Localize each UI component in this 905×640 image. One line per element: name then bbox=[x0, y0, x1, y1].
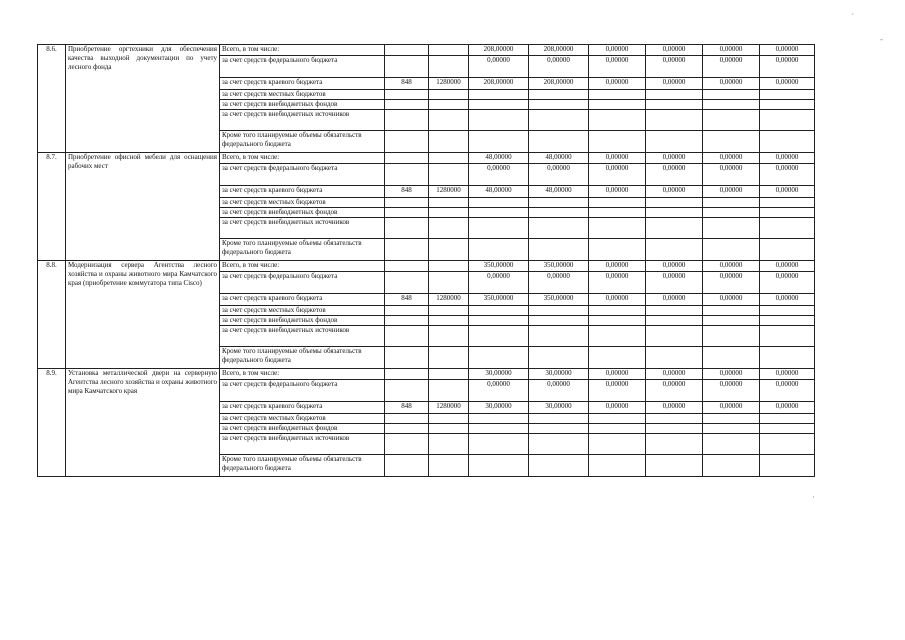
amount-cell: 0,00000 bbox=[703, 272, 760, 294]
amount-cell: 0,00000 bbox=[469, 164, 529, 186]
funding-source-label: за счет средств внебюджетных фондов bbox=[220, 208, 385, 218]
scan-mark: ´ bbox=[851, 12, 854, 22]
amount-cell bbox=[646, 455, 703, 477]
amount-cell bbox=[703, 198, 760, 208]
amount-cell bbox=[529, 455, 589, 477]
grbs-code: 848 bbox=[385, 186, 429, 198]
kbk-code bbox=[429, 208, 469, 218]
kbk-code: 1280000 bbox=[429, 186, 469, 198]
funding-source-label: за счет средств внебюджетных источников bbox=[220, 218, 385, 239]
grbs-code bbox=[385, 380, 429, 402]
grbs-code bbox=[385, 347, 429, 369]
amount-cell: 0,00000 bbox=[589, 294, 646, 306]
amount-cell: 30,00000 bbox=[529, 402, 589, 414]
funding-source-label: Всего, в том числе: bbox=[220, 261, 385, 272]
kbk-code bbox=[429, 434, 469, 455]
measure-number: 8.8. bbox=[38, 261, 66, 369]
amount-cell bbox=[529, 131, 589, 153]
scan-mark: - bbox=[880, 34, 883, 44]
kbk-code bbox=[429, 380, 469, 402]
amount-cell bbox=[646, 131, 703, 153]
amount-cell bbox=[646, 414, 703, 424]
grbs-code bbox=[385, 239, 429, 261]
amount-cell: 0,00000 bbox=[760, 56, 815, 78]
amount-cell: 30,00000 bbox=[469, 369, 529, 380]
grbs-code bbox=[385, 434, 429, 455]
amount-cell: 0,00000 bbox=[589, 380, 646, 402]
grbs-code bbox=[385, 198, 429, 208]
amount-cell: 0,00000 bbox=[646, 402, 703, 414]
amount-cell bbox=[529, 218, 589, 239]
amount-cell: 0,00000 bbox=[703, 294, 760, 306]
budget-table-body bbox=[38, 45, 815, 477]
amount-cell: 0,00000 bbox=[646, 294, 703, 306]
amount-cell bbox=[469, 455, 529, 477]
amount-cell: 0,00000 bbox=[703, 380, 760, 402]
amount-cell: 0,00000 bbox=[589, 56, 646, 78]
amount-cell bbox=[589, 347, 646, 369]
amount-cell bbox=[589, 110, 646, 131]
funding-source-label: за счет средств внебюджетных источников bbox=[220, 110, 385, 131]
amount-cell bbox=[589, 131, 646, 153]
amount-cell: 0,00000 bbox=[760, 402, 815, 414]
funding-source-label: Кроме того планируемые объемы обязательств федерального бюджета bbox=[220, 131, 385, 153]
amount-cell bbox=[469, 110, 529, 131]
amount-cell: 0,00000 bbox=[703, 45, 760, 56]
amount-cell: 30,00000 bbox=[469, 402, 529, 414]
amount-cell: 48,00000 bbox=[469, 153, 529, 164]
amount-cell: 48,00000 bbox=[469, 186, 529, 198]
funding-source-label: Кроме того планируемые объемы обязательств федерального бюджета bbox=[220, 239, 385, 261]
grbs-code bbox=[385, 414, 429, 424]
amount-cell: 0,00000 bbox=[760, 78, 815, 90]
table-row bbox=[38, 153, 815, 164]
amount-cell: 0,00000 bbox=[589, 186, 646, 198]
grbs-code bbox=[385, 424, 429, 434]
amount-cell: 0,00000 bbox=[703, 402, 760, 414]
amount-cell: 48,00000 bbox=[529, 153, 589, 164]
grbs-code bbox=[385, 164, 429, 186]
grbs-code bbox=[385, 326, 429, 347]
amount-cell: 0,00000 bbox=[589, 272, 646, 294]
amount-cell bbox=[529, 326, 589, 347]
funding-source-label: за счет средств внебюджетных источников bbox=[220, 326, 385, 347]
amount-cell: 0,00000 bbox=[529, 380, 589, 402]
amount-cell bbox=[760, 208, 815, 218]
kbk-code bbox=[429, 56, 469, 78]
amount-cell: 0,00000 bbox=[646, 56, 703, 78]
amount-cell bbox=[529, 110, 589, 131]
amount-cell bbox=[760, 326, 815, 347]
funding-source-label: за счет средств федерального бюджета bbox=[220, 380, 385, 402]
funding-source-label: за счет средств внебюджетных фондов bbox=[220, 316, 385, 326]
grbs-code bbox=[385, 306, 429, 316]
amount-cell bbox=[760, 434, 815, 455]
amount-cell: 0,00000 bbox=[760, 186, 815, 198]
kbk-code: 1280000 bbox=[429, 78, 469, 90]
amount-cell bbox=[469, 347, 529, 369]
funding-source-label: Всего, в том числе: bbox=[220, 153, 385, 164]
amount-cell bbox=[646, 347, 703, 369]
grbs-code bbox=[385, 208, 429, 218]
amount-cell bbox=[589, 434, 646, 455]
measure-number: 8.9. bbox=[38, 369, 66, 477]
measure-title: Приобретение офисной мебели для оснащения рабочих мест bbox=[66, 153, 220, 261]
kbk-code bbox=[429, 347, 469, 369]
amount-cell: 0,00000 bbox=[760, 45, 815, 56]
amount-cell: 0,00000 bbox=[646, 45, 703, 56]
kbk-code: 1280000 bbox=[429, 294, 469, 306]
amount-cell bbox=[529, 100, 589, 110]
grbs-code: 848 bbox=[385, 294, 429, 306]
amount-cell bbox=[703, 326, 760, 347]
kbk-code bbox=[429, 272, 469, 294]
scan-mark: · bbox=[812, 492, 815, 502]
amount-cell bbox=[703, 131, 760, 153]
amount-cell: 0,00000 bbox=[703, 153, 760, 164]
grbs-code bbox=[385, 90, 429, 100]
amount-cell: 0,00000 bbox=[646, 369, 703, 380]
grbs-code bbox=[385, 45, 429, 56]
funding-source-label: за счет средств краевого бюджета bbox=[220, 78, 385, 90]
amount-cell bbox=[589, 424, 646, 434]
amount-cell: 208,00000 bbox=[469, 78, 529, 90]
funding-source-label: за счет средств местных бюджетов bbox=[220, 306, 385, 316]
amount-cell bbox=[760, 131, 815, 153]
amount-cell bbox=[589, 414, 646, 424]
funding-source-label: за счет средств местных бюджетов bbox=[220, 90, 385, 100]
funding-source-label: за счет средств федерального бюджета bbox=[220, 272, 385, 294]
kbk-code bbox=[429, 455, 469, 477]
amount-cell bbox=[703, 239, 760, 261]
amount-cell: 208,00000 bbox=[529, 45, 589, 56]
amount-cell bbox=[469, 414, 529, 424]
grbs-code bbox=[385, 261, 429, 272]
funding-source-label: за счет средств краевого бюджета bbox=[220, 294, 385, 306]
table-row bbox=[38, 369, 815, 380]
amount-cell: 0,00000 bbox=[589, 45, 646, 56]
measure-title: Модернизация сервера Агентства лесного хозяйства и охраны животного мира Камчатского края (приобретение коммутатора типа Cisco) bbox=[66, 261, 220, 369]
amount-cell bbox=[646, 218, 703, 239]
amount-cell: 0,00000 bbox=[589, 402, 646, 414]
kbk-code bbox=[429, 45, 469, 56]
amount-cell bbox=[529, 434, 589, 455]
amount-cell bbox=[469, 198, 529, 208]
amount-cell: 0,00000 bbox=[469, 56, 529, 78]
kbk-code bbox=[429, 316, 469, 326]
amount-cell bbox=[646, 434, 703, 455]
kbk-code bbox=[429, 424, 469, 434]
amount-cell bbox=[469, 424, 529, 434]
amount-cell bbox=[760, 306, 815, 316]
amount-cell bbox=[529, 198, 589, 208]
funding-source-label: за счет средств местных бюджетов bbox=[220, 414, 385, 424]
amount-cell: 0,00000 bbox=[760, 380, 815, 402]
budget-table bbox=[37, 44, 815, 477]
kbk-code bbox=[429, 414, 469, 424]
amount-cell: 0,00000 bbox=[760, 294, 815, 306]
amount-cell bbox=[529, 316, 589, 326]
amount-cell: 0,00000 bbox=[646, 153, 703, 164]
kbk-code bbox=[429, 218, 469, 239]
amount-cell bbox=[703, 434, 760, 455]
amount-cell: 30,00000 bbox=[529, 369, 589, 380]
amount-cell bbox=[589, 306, 646, 316]
amount-cell: 0,00000 bbox=[589, 78, 646, 90]
amount-cell bbox=[529, 424, 589, 434]
kbk-code bbox=[429, 131, 469, 153]
amount-cell bbox=[703, 100, 760, 110]
amount-cell bbox=[589, 316, 646, 326]
amount-cell bbox=[760, 239, 815, 261]
amount-cell bbox=[589, 455, 646, 477]
amount-cell bbox=[469, 239, 529, 261]
table-row bbox=[38, 45, 815, 56]
amount-cell: 48,00000 bbox=[529, 186, 589, 198]
amount-cell bbox=[703, 218, 760, 239]
amount-cell bbox=[646, 424, 703, 434]
amount-cell: 0,00000 bbox=[529, 164, 589, 186]
amount-cell bbox=[589, 208, 646, 218]
amount-cell bbox=[589, 239, 646, 261]
grbs-code bbox=[385, 131, 429, 153]
funding-source-label: за счет средств внебюджетных фондов bbox=[220, 424, 385, 434]
amount-cell: 0,00000 bbox=[529, 56, 589, 78]
kbk-code bbox=[429, 100, 469, 110]
grbs-code bbox=[385, 218, 429, 239]
amount-cell: 0,00000 bbox=[646, 78, 703, 90]
amount-cell bbox=[703, 414, 760, 424]
amount-cell: 0,00000 bbox=[703, 56, 760, 78]
amount-cell bbox=[529, 90, 589, 100]
amount-cell: 0,00000 bbox=[589, 153, 646, 164]
amount-cell bbox=[529, 208, 589, 218]
amount-cell bbox=[760, 316, 815, 326]
amount-cell bbox=[760, 110, 815, 131]
amount-cell: 0,00000 bbox=[703, 261, 760, 272]
amount-cell: 0,00000 bbox=[589, 261, 646, 272]
amount-cell: 0,00000 bbox=[646, 186, 703, 198]
funding-source-label: за счет средств внебюджетных фондов bbox=[220, 100, 385, 110]
kbk-code bbox=[429, 90, 469, 100]
amount-cell bbox=[646, 316, 703, 326]
grbs-code bbox=[385, 272, 429, 294]
amount-cell bbox=[529, 239, 589, 261]
amount-cell: 0,00000 bbox=[703, 78, 760, 90]
amount-cell bbox=[646, 239, 703, 261]
amount-cell: 0,00000 bbox=[760, 164, 815, 186]
amount-cell bbox=[760, 90, 815, 100]
grbs-code bbox=[385, 153, 429, 164]
amount-cell bbox=[469, 434, 529, 455]
amount-cell bbox=[469, 90, 529, 100]
measure-title: Приобретение оргтехники для обеспечения качества выходной документации по учету лесного фонда bbox=[66, 45, 220, 153]
funding-source-label: за счет средств краевого бюджета bbox=[220, 402, 385, 414]
amount-cell: 0,00000 bbox=[589, 164, 646, 186]
amount-cell bbox=[760, 424, 815, 434]
amount-cell: 208,00000 bbox=[469, 45, 529, 56]
amount-cell bbox=[646, 306, 703, 316]
amount-cell: 0,00000 bbox=[760, 261, 815, 272]
amount-cell bbox=[703, 347, 760, 369]
kbk-code bbox=[429, 164, 469, 186]
amount-cell: 0,00000 bbox=[646, 261, 703, 272]
amount-cell: 0,00000 bbox=[469, 272, 529, 294]
measure-title: Установка металлической двери на серверную Агентства лесного хозяйства и охраны животного мира Камчатского края bbox=[66, 369, 220, 477]
amount-cell: 208,00000 bbox=[529, 78, 589, 90]
amount-cell bbox=[529, 347, 589, 369]
amount-cell bbox=[646, 198, 703, 208]
amount-cell bbox=[760, 347, 815, 369]
grbs-code: 848 bbox=[385, 78, 429, 90]
amount-cell bbox=[760, 100, 815, 110]
kbk-code bbox=[429, 326, 469, 347]
amount-cell bbox=[760, 198, 815, 208]
amount-cell: 0,00000 bbox=[529, 272, 589, 294]
kbk-code bbox=[429, 153, 469, 164]
measure-number: 8.7. bbox=[38, 153, 66, 261]
funding-source-label: за счет средств федерального бюджета bbox=[220, 164, 385, 186]
funding-source-label: Всего, в том числе: bbox=[220, 45, 385, 56]
amount-cell bbox=[469, 306, 529, 316]
amount-cell bbox=[529, 306, 589, 316]
kbk-code bbox=[429, 239, 469, 261]
funding-source-label: за счет средств краевого бюджета bbox=[220, 186, 385, 198]
amount-cell bbox=[469, 208, 529, 218]
grbs-code bbox=[385, 455, 429, 477]
amount-cell bbox=[469, 131, 529, 153]
amount-cell: 0,00000 bbox=[469, 380, 529, 402]
amount-cell: 350,00000 bbox=[469, 261, 529, 272]
amount-cell bbox=[469, 100, 529, 110]
amount-cell: 350,00000 bbox=[529, 294, 589, 306]
amount-cell: 0,00000 bbox=[760, 153, 815, 164]
amount-cell bbox=[703, 90, 760, 100]
grbs-code bbox=[385, 110, 429, 131]
amount-cell bbox=[589, 90, 646, 100]
funding-source-label: Всего, в том числе: bbox=[220, 369, 385, 380]
amount-cell bbox=[703, 424, 760, 434]
amount-cell bbox=[760, 455, 815, 477]
amount-cell bbox=[646, 100, 703, 110]
table-row bbox=[38, 261, 815, 272]
kbk-code: 1280000 bbox=[429, 402, 469, 414]
amount-cell: 0,00000 bbox=[760, 272, 815, 294]
amount-cell bbox=[646, 208, 703, 218]
amount-cell bbox=[646, 326, 703, 347]
measure-number: 8.6. bbox=[38, 45, 66, 153]
amount-cell bbox=[469, 316, 529, 326]
kbk-code bbox=[429, 110, 469, 131]
amount-cell bbox=[529, 414, 589, 424]
grbs-code bbox=[385, 316, 429, 326]
funding-source-label: за счет средств федерального бюджета bbox=[220, 56, 385, 78]
amount-cell: 0,00000 bbox=[646, 272, 703, 294]
amount-cell: 0,00000 bbox=[760, 369, 815, 380]
funding-source-label: Кроме того планируемые объемы обязательств федерального бюджета bbox=[220, 347, 385, 369]
grbs-code bbox=[385, 100, 429, 110]
amount-cell bbox=[589, 100, 646, 110]
amount-cell: 0,00000 bbox=[646, 380, 703, 402]
amount-cell bbox=[760, 414, 815, 424]
amount-cell bbox=[646, 110, 703, 131]
amount-cell: 0,00000 bbox=[703, 369, 760, 380]
grbs-code: 848 bbox=[385, 402, 429, 414]
grbs-code bbox=[385, 369, 429, 380]
kbk-code bbox=[429, 261, 469, 272]
kbk-code bbox=[429, 198, 469, 208]
amount-cell: 0,00000 bbox=[703, 164, 760, 186]
kbk-code bbox=[429, 306, 469, 316]
amount-cell bbox=[760, 218, 815, 239]
amount-cell bbox=[589, 326, 646, 347]
funding-source-label: за счет средств внебюджетных источников bbox=[220, 434, 385, 455]
amount-cell bbox=[589, 218, 646, 239]
funding-source-label: Кроме того планируемые объемы обязательств федерального бюджета bbox=[220, 455, 385, 477]
amount-cell bbox=[469, 326, 529, 347]
amount-cell bbox=[646, 90, 703, 100]
kbk-code bbox=[429, 369, 469, 380]
amount-cell bbox=[703, 316, 760, 326]
amount-cell bbox=[703, 455, 760, 477]
grbs-code bbox=[385, 56, 429, 78]
amount-cell bbox=[703, 306, 760, 316]
amount-cell: 0,00000 bbox=[703, 186, 760, 198]
amount-cell bbox=[703, 208, 760, 218]
amount-cell: 350,00000 bbox=[469, 294, 529, 306]
amount-cell: 0,00000 bbox=[589, 369, 646, 380]
amount-cell: 350,00000 bbox=[529, 261, 589, 272]
funding-source-label: за счет средств местных бюджетов bbox=[220, 198, 385, 208]
amount-cell bbox=[589, 198, 646, 208]
amount-cell: 0,00000 bbox=[646, 164, 703, 186]
amount-cell bbox=[703, 110, 760, 131]
amount-cell bbox=[469, 218, 529, 239]
